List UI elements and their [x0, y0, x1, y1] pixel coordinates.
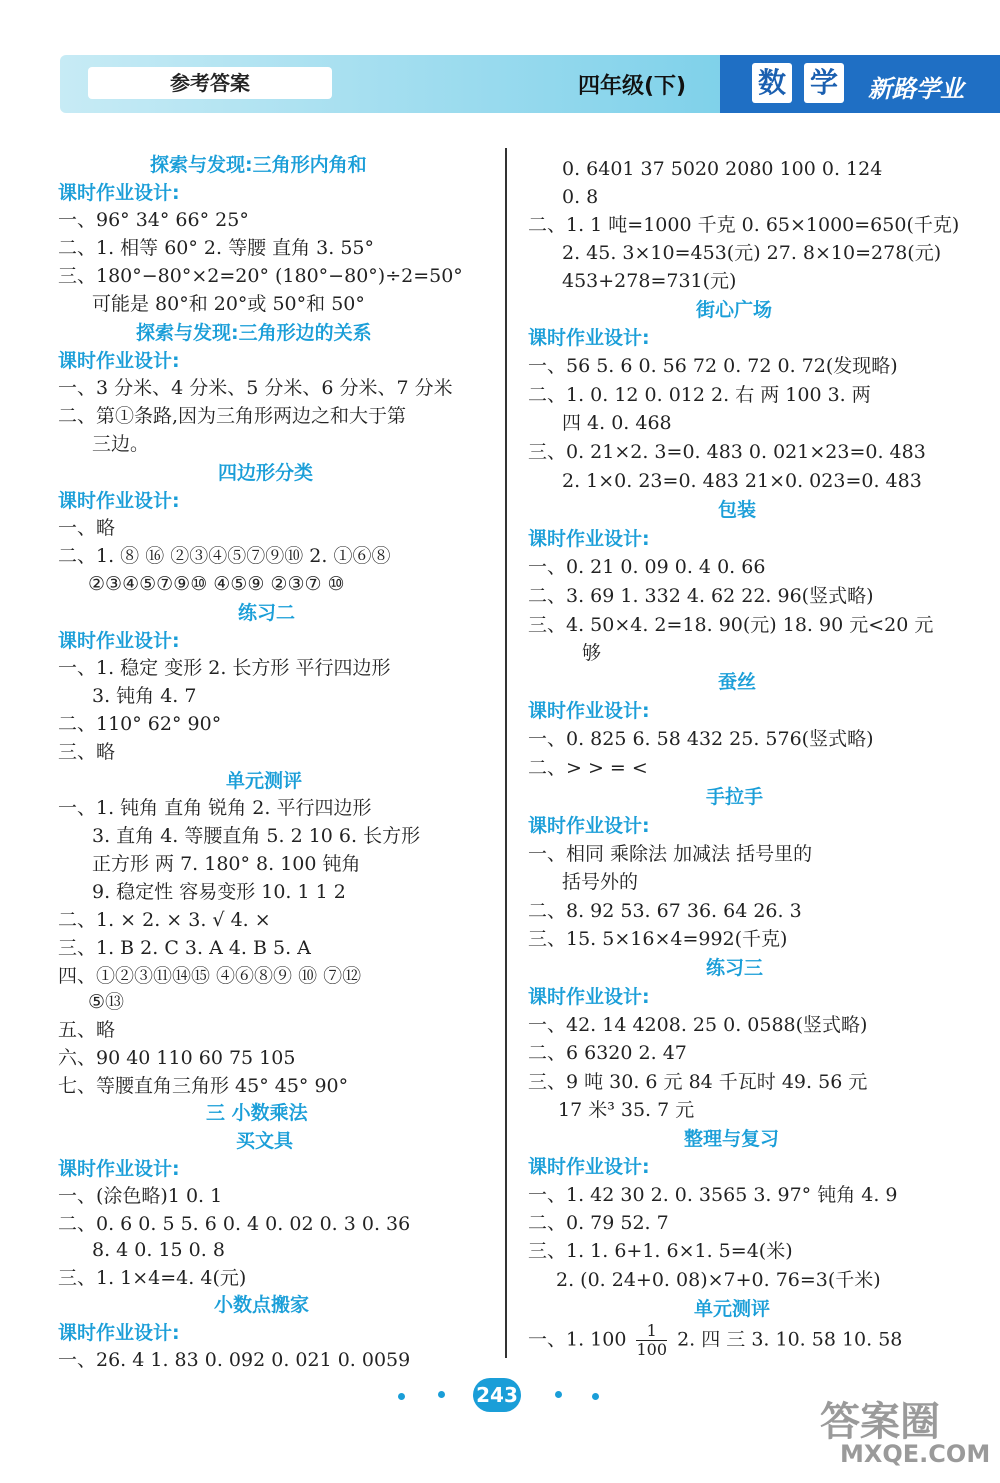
answer-line: 够 [582, 642, 602, 664]
answer-line: 三、0. 21×2. 3=0. 483 0. 021×23=0. 483 [528, 441, 926, 463]
answer-line: 三、略 [58, 741, 116, 763]
subject-char-1: 数 [752, 63, 792, 103]
answer-line: 三边。 [92, 433, 150, 455]
section-title: 买文具 [236, 1130, 294, 1152]
answer-line: 0. 8 [562, 186, 599, 208]
decor-dot [555, 1391, 562, 1398]
section-title: 单元测评 [694, 1298, 771, 1320]
answer-line: 一、1. 钝角 直角 锐角 2. 平行四边形 [58, 797, 372, 819]
answer-line: 三、15. 5×16×4=992(千克) [528, 928, 788, 950]
watermark-logo: 答案圈 [820, 1399, 940, 1445]
column-divider [505, 148, 507, 1358]
answer-line: 二、1. × 2. × 3. √ 4. × [58, 909, 271, 931]
answer-line: 三、1. 1. 6+1. 6×1. 5=4(米) [528, 1240, 793, 1262]
section-title: 练习三 [706, 957, 764, 979]
subsection-label: 课时作业设计: [58, 490, 180, 512]
decor-dot [398, 1393, 405, 1400]
grade-label: 四年级(下) [578, 74, 687, 99]
brand-logo: 新路学业 [868, 75, 964, 103]
answer-line: 二、0. 79 52. 7 [528, 1212, 669, 1234]
fraction-denominator: 100 [636, 1340, 668, 1359]
answer-line: 8. 4 0. 15 0. 8 [92, 1239, 225, 1261]
answer-line: 二、1. 1 吨=1000 千克 0. 65×1000=650(千克) [528, 214, 960, 236]
section-title: 探索与发现:三角形内角和 [150, 154, 367, 176]
subsection-label: 课时作业设计: [58, 350, 180, 372]
section-title: 小数点搬家 [214, 1294, 310, 1316]
answer-line: 3. 钝角 4. 7 [92, 685, 197, 707]
section-title: 街心广场 [696, 299, 773, 321]
answer-line: 一、96° 34° 66° 25° [58, 209, 249, 231]
section-title: 整理与复习 [684, 1128, 780, 1150]
answer-line: 一、略 [58, 517, 116, 539]
answer-line: 一、42. 14 4208. 25 0. 0588(竖式略) [528, 1014, 868, 1036]
answer-line: 二、0. 6 0. 5 5. 6 0. 4 0. 02 0. 3 0. 36 [58, 1213, 411, 1235]
answer-line: 七、等腰直角三角形 45° 45° 90° [58, 1075, 349, 1097]
section-title: 三 小数乘法 [206, 1102, 308, 1124]
subsection-label: 课时作业设计: [528, 986, 650, 1008]
answer-line: 一、1. 42 30 2. 0. 3565 3. 97° 钝角 4. 9 [528, 1184, 898, 1206]
answer-line: 2. 45. 3×10=453(元) 27. 8×10=278(元) [562, 242, 942, 264]
answer-line: 可能是 80°和 20°或 50°和 50° [92, 293, 365, 315]
answer-line: 二、> > = < [528, 757, 648, 779]
answer-line: 三、1. 1×4=4. 4(元) [58, 1267, 247, 1289]
watermark-url: MXQE.COM [840, 1440, 991, 1468]
answer-line: 一、相同 乘除法 加减法 括号里的 [528, 843, 813, 865]
answer-line: 括号外的 [562, 871, 639, 893]
answer-line: 二、1. 相等 60° 2. 等腰 直角 3. 55° [58, 237, 375, 259]
fraction-numerator: 1 [636, 1322, 667, 1341]
answer-line: 三、1. B 2. C 3. A 4. B 5. A [58, 937, 311, 959]
answer-line: 一、26. 4 1. 83 0. 092 0. 021 0. 0059 [58, 1349, 411, 1371]
answer-line: 四、①②③⑪⑭⑮ ④⑥⑧⑨ ⑩ ⑦⑫ [58, 965, 362, 987]
subsection-label: 课时作业设计: [528, 815, 650, 837]
section-title: 单元测评 [226, 770, 303, 792]
answer-line: 0. 6401 37 5020 2080 100 0. 124 [562, 158, 883, 180]
answer-line: 9. 稳定性 容易变形 10. 1 1 2 [92, 881, 346, 903]
answer-line: 四 4. 0. 468 [562, 412, 672, 434]
answer-line: 17 米³ 35. 7 元 [558, 1099, 695, 1121]
answer-line: 一、3 分米、4 分米、5 分米、6 分米、7 分米 [58, 377, 453, 399]
section-title: 包装 [718, 499, 757, 521]
answer-line: 三、9 吨 30. 6 元 84 千瓦时 49. 56 元 [528, 1071, 868, 1093]
answer-line: 正方形 两 7. 180° 8. 100 钝角 [92, 853, 361, 875]
answer-line: 一、0. 825 6. 58 432 25. 576(竖式略) [528, 728, 874, 750]
answer-line: 2. 1×0. 23=0. 483 21×0. 023=0. 483 [562, 470, 922, 492]
answer-line: 二、1. 0. 12 0. 012 2. 右 两 100 3. 两 [528, 384, 871, 406]
fraction [636, 1322, 667, 1359]
subsection-label: 课时作业设计: [528, 700, 650, 722]
answer-prefix: 一、1. 100 [528, 1328, 627, 1351]
subsection-label: 课时作业设计: [58, 182, 180, 204]
subsection-label: 课时作业设计: [528, 1156, 650, 1178]
subsection-label: 课时作业设计: [528, 327, 650, 349]
subject-char-2: 学 [804, 63, 844, 103]
subsection-label: 课时作业设计: [58, 1322, 180, 1344]
answer-line: ②③④⑤⑦⑨⑩ ④⑤⑨ ②③⑦ ⑩ [88, 573, 345, 595]
subsection-label: 课时作业设计: [528, 528, 650, 550]
answer-line-fraction [528, 1322, 902, 1359]
section-title: 四边形分类 [218, 462, 314, 484]
answer-line: 三、180°−80°×2=20° (180°−80°)÷2=50° [58, 265, 463, 287]
answer-line: 453+278=731(元) [562, 270, 737, 292]
answer-line: 二、8. 92 53. 67 36. 64 26. 3 [528, 900, 802, 922]
answer-line: 二、6 6320 2. 47 [528, 1042, 687, 1064]
answer-line: 3. 直角 4. 等腰直角 5. 2 10 6. 长方形 [92, 825, 421, 847]
answer-line: 2. (0. 24+0. 08)×7+0. 76=3(千米) [556, 1269, 881, 1291]
answer-line: 二、1. ⑧ ⑯ ②③④⑤⑦⑨⑩ 2. ①⑥⑧ [58, 545, 391, 567]
answer-line: 一、1. 稳定 变形 2. 长方形 平行四边形 [58, 657, 391, 679]
subsection-label: 课时作业设计: [58, 630, 180, 652]
answer-line: ⑤⑬ [88, 991, 125, 1013]
answer-line: 一、(涂色略)1 0. 1 [58, 1185, 223, 1207]
answer-line: 二、第①条路,因为三角形两边之和大于第 [58, 405, 407, 427]
answer-line: 一、56 5. 6 0. 56 72 0. 72 0. 72(发现略) [528, 355, 898, 377]
answer-line: 五、略 [58, 1019, 116, 1041]
section-title: 探索与发现:三角形边的关系 [136, 322, 372, 344]
page-number: 243 [473, 1378, 521, 1412]
section-title: 手拉手 [706, 786, 764, 808]
section-title: 蚕丝 [718, 671, 757, 693]
answer-line: 六、90 40 110 60 75 105 [58, 1047, 296, 1069]
answer-line: 一、0. 21 0. 09 0. 4 0. 66 [528, 556, 766, 578]
answer-line: 二、110° 62° 90° [58, 713, 222, 735]
answer-line: 二、3. 69 1. 332 4. 62 22. 96(竖式略) [528, 585, 874, 607]
answer-line: 三、4. 50×4. 2=18. 90(元) 18. 90 元<20 元 [528, 614, 934, 636]
decor-dot [592, 1393, 599, 1400]
answer-suffix: 2. 四 三 3. 10. 58 10. 58 [677, 1328, 903, 1351]
section-title: 练习二 [238, 602, 296, 624]
subsection-label: 课时作业设计: [58, 1158, 180, 1180]
answer-label: 参考答案 [88, 67, 332, 99]
decor-dot [438, 1391, 445, 1398]
page-header [60, 55, 1000, 113]
